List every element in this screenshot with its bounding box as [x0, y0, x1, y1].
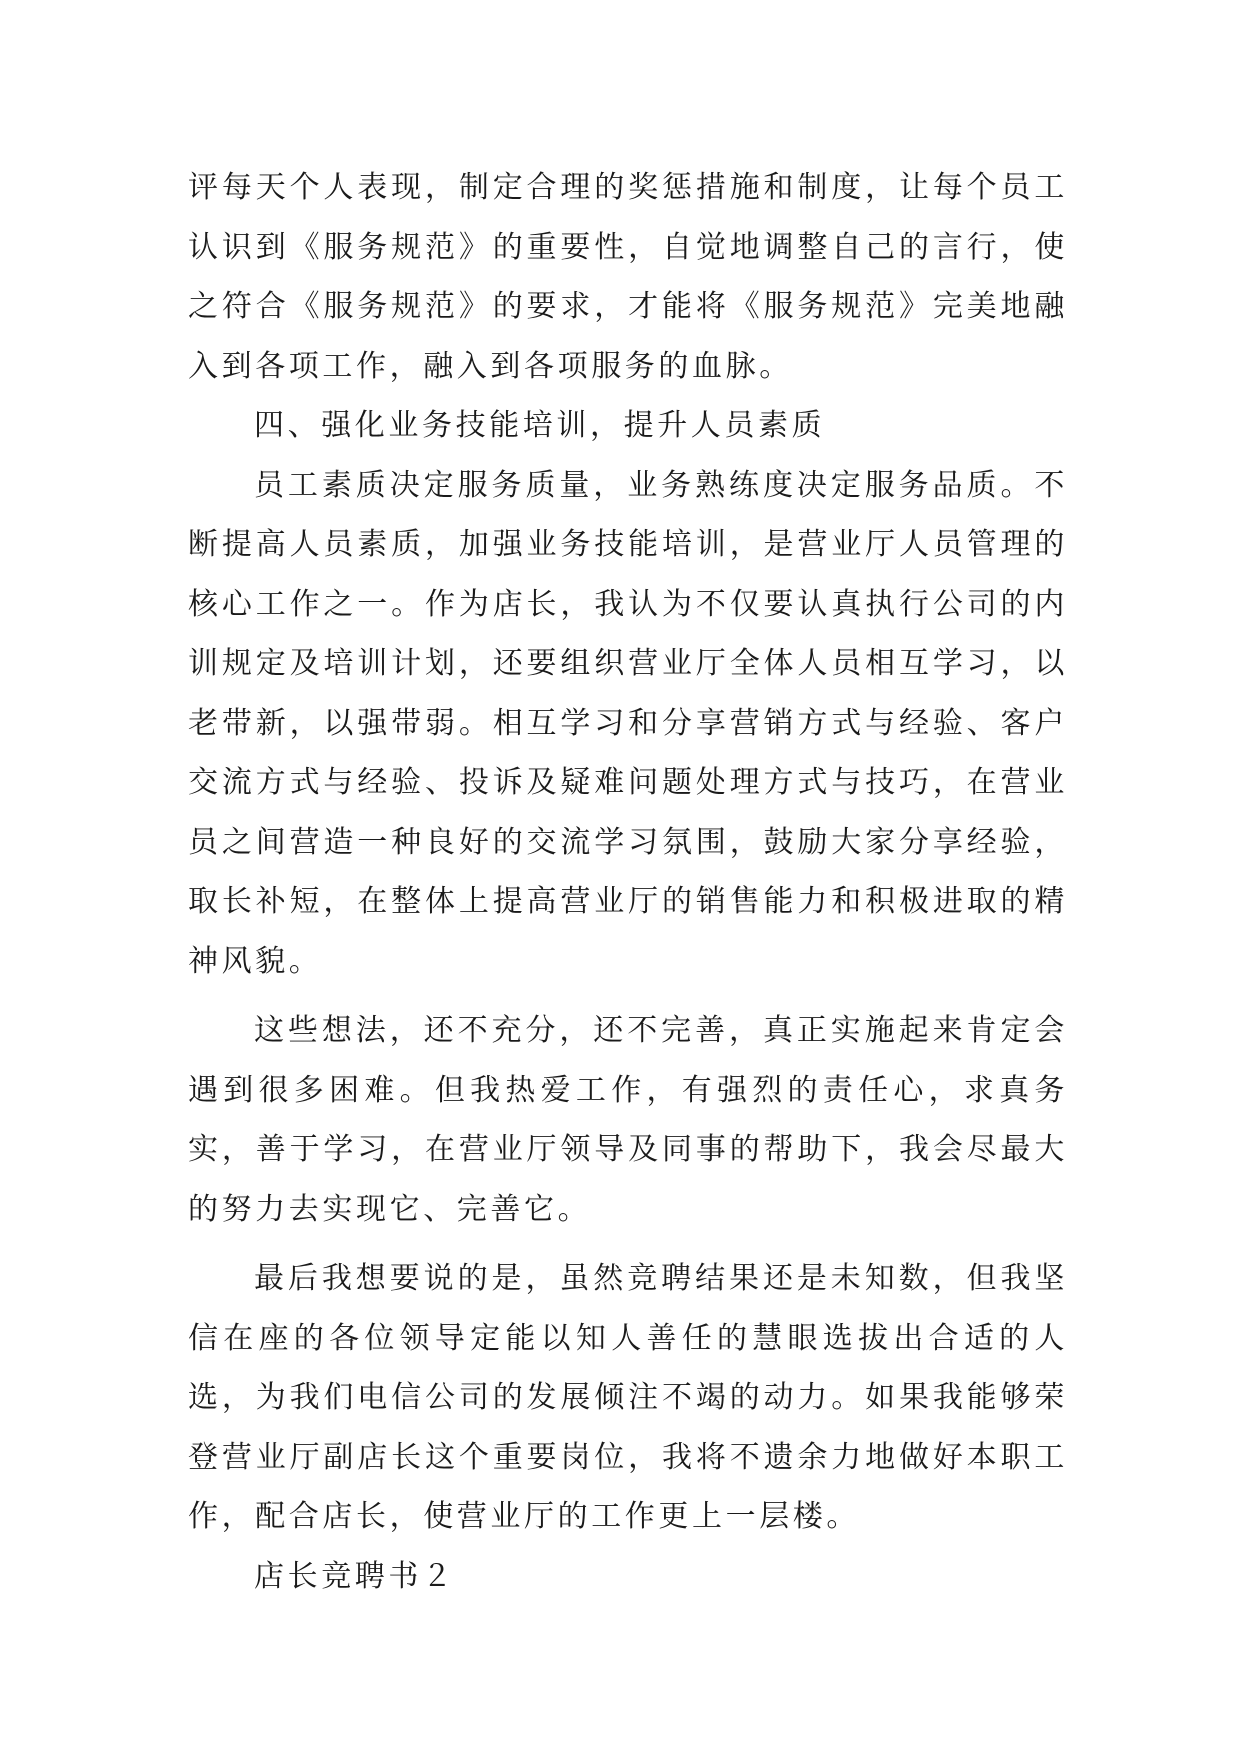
next-document-title: 店长竞聘书２: [254, 1558, 456, 1594]
paragraph-training: 员工素质决定服务质量，业务熟练度决定服务品质。不断提高人员素质，加强业务技能培训，是营业厅人员管理的核心工作之一。作为店长，我认为不仅要认真执行公司的内训规定及培训计划，还要组织营业厅全体人员相互学习，以老带新，以强带弱。相互学习和分享营销方式与经验、客户交流方式与经验、投诉及疑难问题处理方式与技巧，在营业员之间营造一种良好的交流学习氛围，鼓励大家分享经验，取长补短，在整体上提高营业厅的销售能力和积极进取的精神风貌。: [188, 467, 1068, 979]
paragraph-continuation: 评每天个人表现，制定合理的奖惩措施和制度，让每个员工认识到《服务规范》的重要性，自觉地调整自己的言行，使之符合《服务规范》的要求，才能将《服务规范》完美地融入到各项工作，融入到各项服务的血脉。: [188, 170, 1068, 384]
section-heading-four: 四、强化业务技能培训，提升人员素质: [254, 408, 826, 443]
paragraph-closing: 最后我想要说的是，虽然竞聘结果还是未知数，但我坚信在座的各位领导定能以知人善任的慧眼选拔出合适的人选，为我们电信公司的发展倾注不竭的动力。如果我能够荣登营业厅副店长这个重要岗位，我将不遗余力地做好本职工作，配合店长，使营业厅的工作更上一层楼。: [188, 1261, 1068, 1534]
paragraph-ideas: 这些想法，还不充分，还不完善，真正实施起来肯定会遇到很多困难。但我热爱工作，有强烈的责任心，求真务实，善于学习，在营业厅领导及同事的帮助下，我会尽最大的努力去实现它、完善它。: [188, 1013, 1068, 1227]
document-body: [188, 158, 1068, 1606]
